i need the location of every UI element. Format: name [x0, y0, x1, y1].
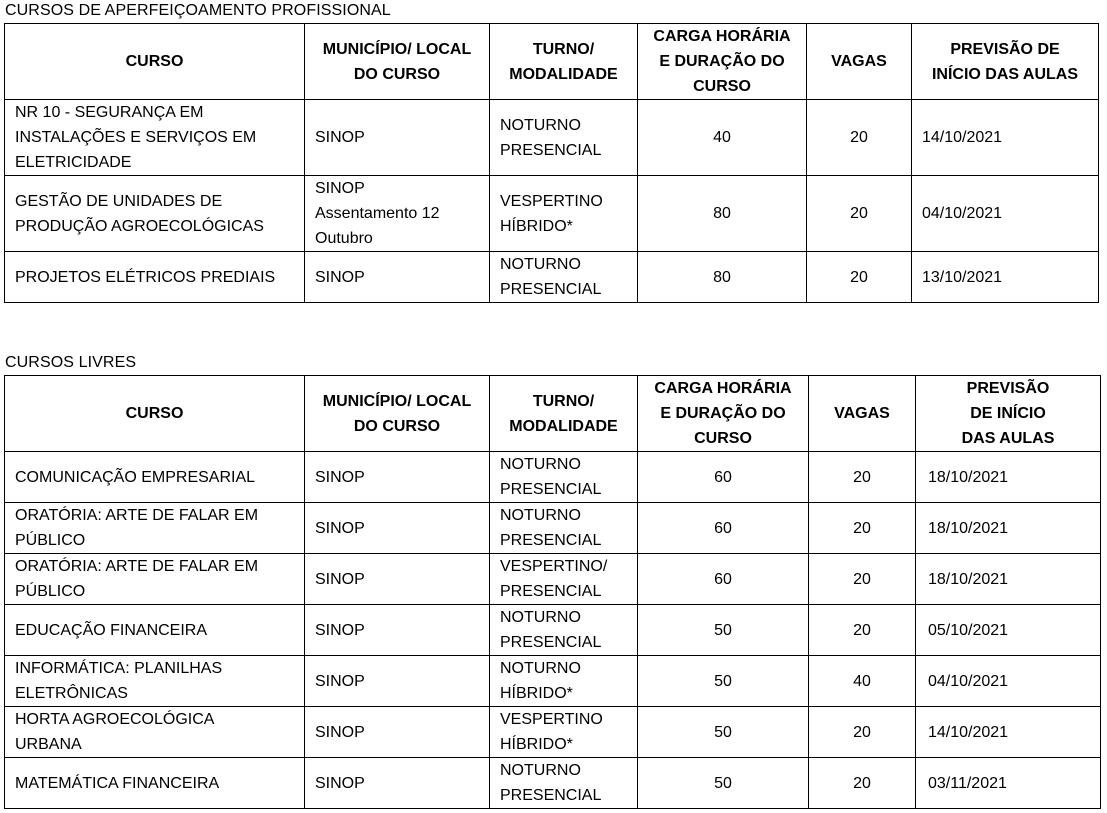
cell-carga: 60: [638, 503, 809, 554]
cell-turno: NOTURNO PRESENCIAL: [490, 452, 638, 503]
cell-municipio: SINOP: [305, 707, 490, 758]
cell-municipio: SINOP: [305, 100, 490, 176]
table-row: [5, 656, 1101, 707]
table-row: [5, 252, 1099, 303]
cell-vagas: 20: [809, 554, 916, 605]
table-row: [5, 554, 1101, 605]
cell-previsao: 14/10/2021: [916, 707, 1101, 758]
cell-turno: NOTURNO HÍBRIDO*: [490, 656, 638, 707]
table-row: [5, 605, 1101, 656]
cell-carga: 40: [638, 100, 807, 176]
cell-turno: VESPERTINO/ PRESENCIAL: [490, 554, 638, 605]
header-previsao: PREVISÃO DE INÍCIO DAS AULAS: [916, 376, 1101, 452]
cell-vagas: 20: [809, 503, 916, 554]
courses-table-livres: [4, 375, 1101, 809]
cell-curso: NR 10 - SEGURANÇA EM INSTALAÇÕES E SERVIÇOS EM ELETRICIDADE: [5, 100, 305, 176]
header-vagas: VAGAS: [809, 376, 916, 452]
cell-turno: NOTURNO PRESENCIAL: [490, 252, 638, 303]
table-row: [5, 100, 1099, 176]
table-row: [5, 707, 1101, 758]
section-title-aperfeicoamento: CURSOS DE APERFEIÇOAMENTO PROFISSIONAL: [5, 2, 391, 19]
section-title-livres: CURSOS LIVRES: [5, 354, 137, 371]
cell-curso: INFORMÁTICA: PLANILHAS ELETRÔNICAS: [5, 656, 305, 707]
table-row: [5, 176, 1099, 252]
cell-previsao: 05/10/2021: [916, 605, 1101, 656]
header-municipio: MUNICÍPIO/ LOCAL DO CURSO: [305, 24, 490, 100]
cell-turno: NOTURNO PRESENCIAL: [490, 758, 638, 809]
table-row: [5, 503, 1101, 554]
header-carga: CARGA HORÁRIA E DURAÇÃO DO CURSO: [638, 376, 809, 452]
cell-carga: 50: [638, 758, 809, 809]
cell-previsao: 18/10/2021: [916, 503, 1101, 554]
cell-turno: NOTURNO PRESENCIAL: [490, 503, 638, 554]
cell-municipio: SINOP: [305, 252, 490, 303]
header-municipio: MUNICÍPIO/ LOCAL DO CURSO: [305, 376, 490, 452]
cell-carga: 50: [638, 707, 809, 758]
header-vagas: VAGAS: [807, 24, 912, 100]
cell-previsao: 04/10/2021: [916, 656, 1101, 707]
courses-table-aperfeicoamento: [4, 23, 1099, 303]
cell-vagas: 40: [809, 656, 916, 707]
cell-carga: 50: [638, 605, 809, 656]
cell-municipio: SINOP: [305, 656, 490, 707]
cell-curso: ORATÓRIA: ARTE DE FALAR EM PÚBLICO: [5, 503, 305, 554]
cell-vagas: 20: [807, 100, 912, 176]
cell-turno: VESPERTINO HÍBRIDO*: [490, 707, 638, 758]
cell-previsao: 04/10/2021: [912, 176, 1099, 252]
cell-curso: EDUCAÇÃO FINANCEIRA: [5, 605, 305, 656]
cell-carga: 80: [638, 252, 807, 303]
cell-previsao: 18/10/2021: [916, 452, 1101, 503]
cell-curso: HORTA AGROECOLÓGICA URBANA: [5, 707, 305, 758]
cell-turno: VESPERTINO HÍBRIDO*: [490, 176, 638, 252]
table-header-row: [5, 24, 1099, 100]
cell-turno: NOTURNO PRESENCIAL: [490, 605, 638, 656]
header-curso: CURSO: [5, 376, 305, 452]
cell-carga: 80: [638, 176, 807, 252]
table-row: [5, 758, 1101, 809]
cell-carga: 60: [638, 554, 809, 605]
header-previsao: PREVISÃO DE INÍCIO DAS AULAS: [912, 24, 1099, 100]
header-carga: CARGA HORÁRIA E DURAÇÃO DO CURSO: [638, 24, 807, 100]
table-row: [5, 452, 1101, 503]
header-curso: CURSO: [5, 24, 305, 100]
cell-vagas: 20: [807, 176, 912, 252]
cell-curso: GESTÃO DE UNIDADES DE PRODUÇÃO AGROECOLÓGICAS: [5, 176, 305, 252]
cell-curso: ORATÓRIA: ARTE DE FALAR EM PÚBLICO: [5, 554, 305, 605]
cell-municipio: SINOP Assentamento 12 Outubro: [305, 176, 490, 252]
cell-vagas: 20: [809, 452, 916, 503]
cell-curso: MATEMÁTICA FINANCEIRA: [5, 758, 305, 809]
cell-carga: 60: [638, 452, 809, 503]
cell-municipio: SINOP: [305, 503, 490, 554]
cell-curso: PROJETOS ELÉTRICOS PREDIAIS: [5, 252, 305, 303]
cell-vagas: 20: [809, 707, 916, 758]
cell-municipio: SINOP: [305, 452, 490, 503]
cell-previsao: 03/11/2021: [916, 758, 1101, 809]
cell-previsao: 13/10/2021: [912, 252, 1099, 303]
cell-vagas: 20: [809, 758, 916, 809]
cell-previsao: 18/10/2021: [916, 554, 1101, 605]
table-header-row: [5, 376, 1101, 452]
cell-previsao: 14/10/2021: [912, 100, 1099, 176]
cell-curso: COMUNICAÇÃO EMPRESARIAL: [5, 452, 305, 503]
cell-municipio: SINOP: [305, 605, 490, 656]
cell-turno: NOTURNO PRESENCIAL: [490, 100, 638, 176]
cell-vagas: 20: [807, 252, 912, 303]
header-turno: TURNO/ MODALIDADE: [490, 24, 638, 100]
cell-municipio: SINOP: [305, 554, 490, 605]
cell-carga: 50: [638, 656, 809, 707]
cell-municipio: SINOP: [305, 758, 490, 809]
cell-vagas: 20: [809, 605, 916, 656]
header-turno: TURNO/ MODALIDADE: [490, 376, 638, 452]
